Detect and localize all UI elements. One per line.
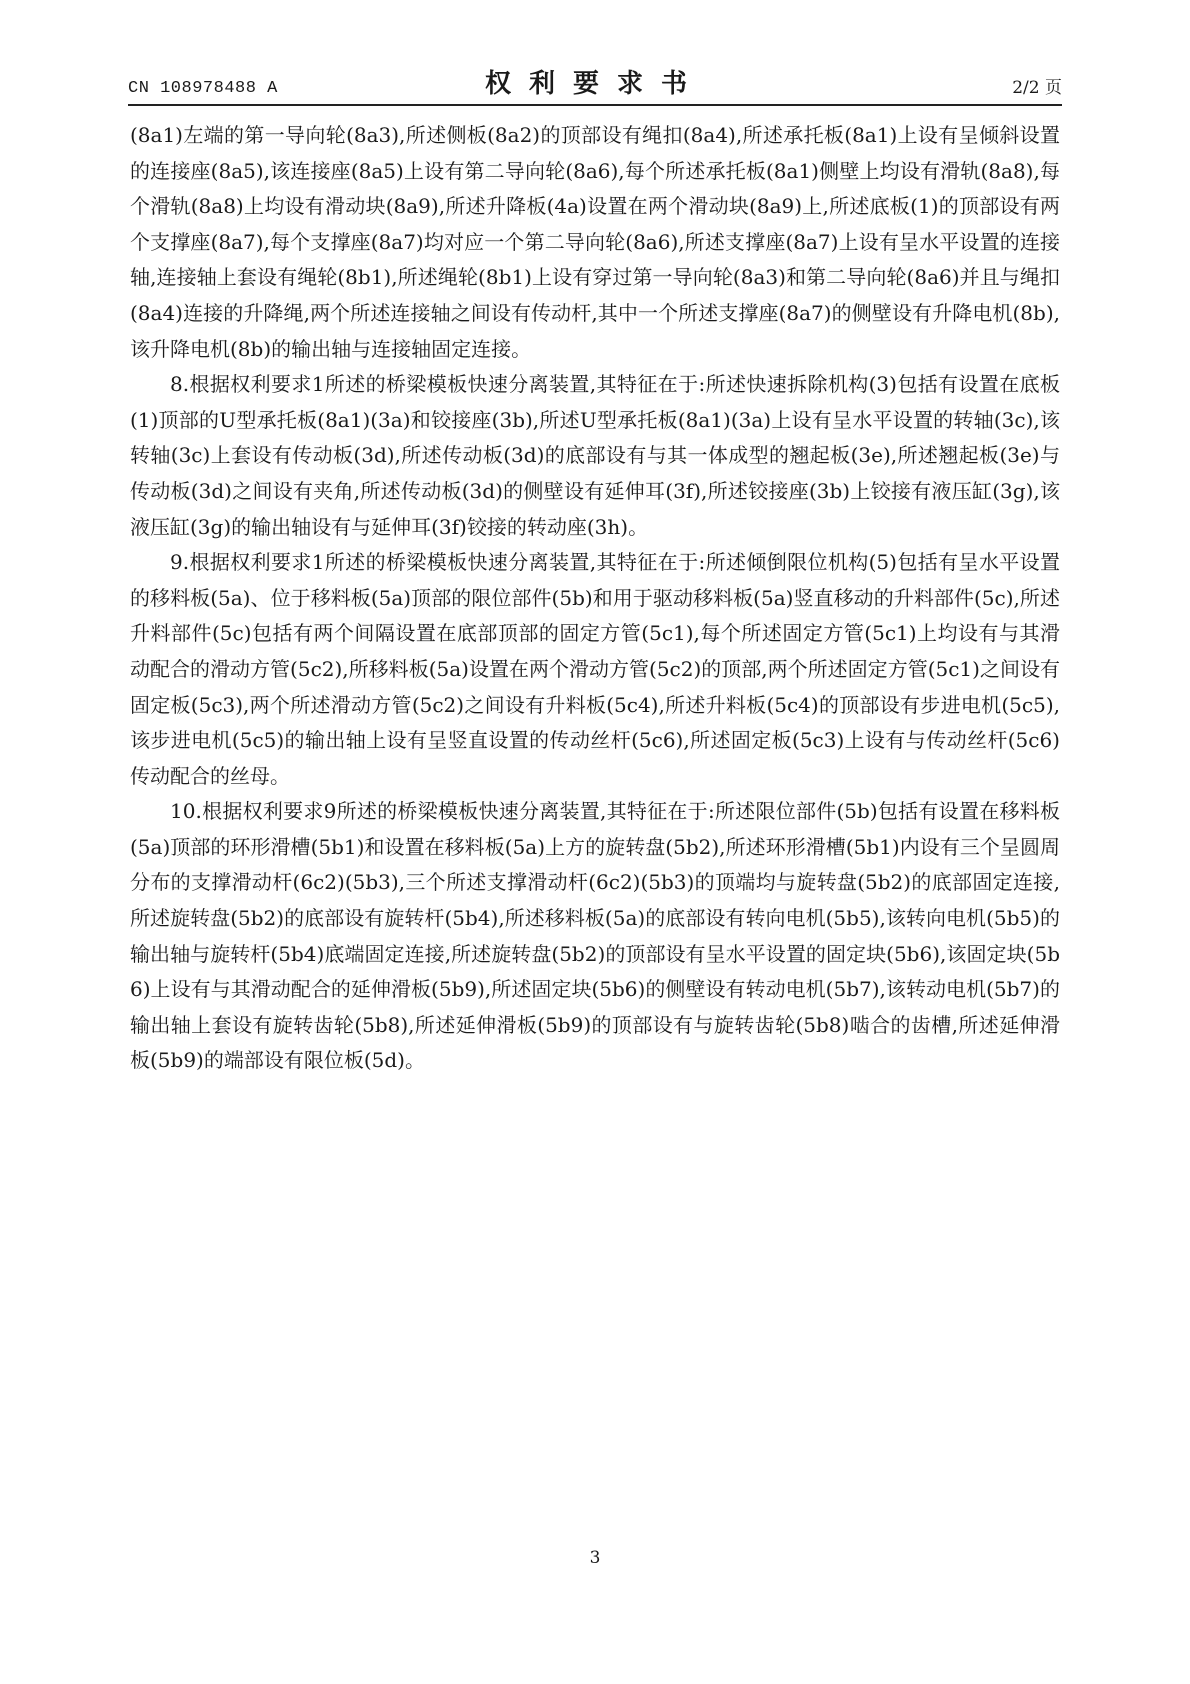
claims-body: [130, 118, 1060, 1079]
claim-10-paragraph: 10.根据权利要求9所述的桥梁模板快速分离装置,其特征在于:所述限位部件(5b)包括有设置在移料板(5a)顶部的环形滑槽(5b1)和设置在移料板(5a)上方的旋转盘(5b2),所述环形滑槽(5b1)内设有三个呈圆周分布的支撑滑动杆(6c2)(5b3),三个所述支撑滑动杆(6c2)(5b3)的顶端均与旋转盘(5b2)的底部固定连接,所述旋转盘(5b2)的底部设有旋转杆(5b4),所述移料板(5a)的底部设有转向电机(5b5),该转向电机(5b5)的输出轴与旋转杆(5b4)底端固定连接,所述旋转盘(5b2)的顶部设有呈水平设置的固定块(5b6),该固定块(5b6)上设有与其滑动配合的延伸滑板(5b9),所述固定块(5b6)的侧壁设有转动电机(5b7),该转动电机(5b7)的输出轴上套设有旋转齿轮(5b8),所述延伸滑板(5b9)的顶部设有与旋转齿轮(5b8)啮合的齿槽,所述延伸滑板(5b9)的端部设有限位板(5d)。: [130, 799, 1060, 1073]
claim-9-paragraph: 9.根据权利要求1所述的桥梁模板快速分离装置,其特征在于:所述倾倒限位机构(5)包括有呈水平设置的移料板(5a)、位于移料板(5a)顶部的限位部件(5b)和用于驱动移料板(5a)竖直移动的升料部件(5c),所述升料部件(5c)包括有两个间隔设置在底部顶部的固定方管(5c1),每个所述固定方管(5c1)上均设有与其滑动配合的滑动方管(5c2),所移料板(5a)设置在两个滑动方管(5c2)的顶部,两个所述固定方管(5c1)之间设有固定板(5c3),两个所述滑动方管(5c2)之间设有升料板(5c4),所述升料板(5c4)的顶部设有步进电机(5c5),该步进电机(5c5)的输出轴上设有呈竖直设置的传动丝杆(5c6),所述固定板(5c3)上设有与传动丝杆(5c6)传动配合的丝母。: [130, 550, 1060, 788]
claim-8-paragraph: 8.根据权利要求1所述的桥梁模板快速分离装置,其特征在于:所述快速拆除机构(3)包括有设置在底板(1)顶部的U型承托板(8a1)(3a)和铰接座(3b),所述U型承托板(8a1)(3a)上设有呈水平设置的转轴(3c),该转轴(3c)上套设有传动板(3d),所述传动板(3d)的底部设有与其一体成型的翘起板(3e),所述翘起板(3e)与传动板(3d)之间设有夹角,所述传动板(3d)的侧壁设有延伸耳(3f),所述铰接座(3b)上铰接有液压缸(3g),该液压缸(3g)的输出轴设有与延伸耳(3f)铰接的转动座(3h)。: [130, 372, 1060, 539]
publication-number: CN 108978488 A: [128, 79, 278, 98]
page-header: [128, 62, 1062, 102]
document-title: 权利要求书: [484, 69, 705, 99]
claim-continuation-paragraph: (8a1)左端的第一导向轮(8a3),所述侧板(8a2)的顶部设有绳扣(8a4),所述承托板(8a1)上设有呈倾斜设置的连接座(8a5),该连接座(8a5)上设有第二导向轮(8a6),每个所述承托板(8a1)侧壁上均设有滑轨(8a8),每个滑轨(8a8)上均设有滑动块(8a9),所述升降板(4a)设置在两个滑动块(8a9)上,所述底板(1)的顶部设有两个支撑座(8a7),每个支撑座(8a7)均对应一个第二导向轮(8a6),所述支撑座(8a7)上设有呈水平设置的连接轴,连接轴上套设有绳轮(8b1),所述绳轮(8b1)上设有穿过第一导向轮(8a3)和第二导向轮(8a6)并且与绳扣(8a4)连接的升降绳,两个所述连接轴之间设有传动杆,其中一个所述支撑座(8a7)的侧壁设有升降电机(8b),该升降电机(8b)的输出轴与连接轴固定连接。: [130, 123, 1060, 361]
page-count: 2/2 页: [1012, 78, 1062, 98]
header-divider: [128, 104, 1062, 106]
page-number: 3: [589, 1548, 601, 1568]
